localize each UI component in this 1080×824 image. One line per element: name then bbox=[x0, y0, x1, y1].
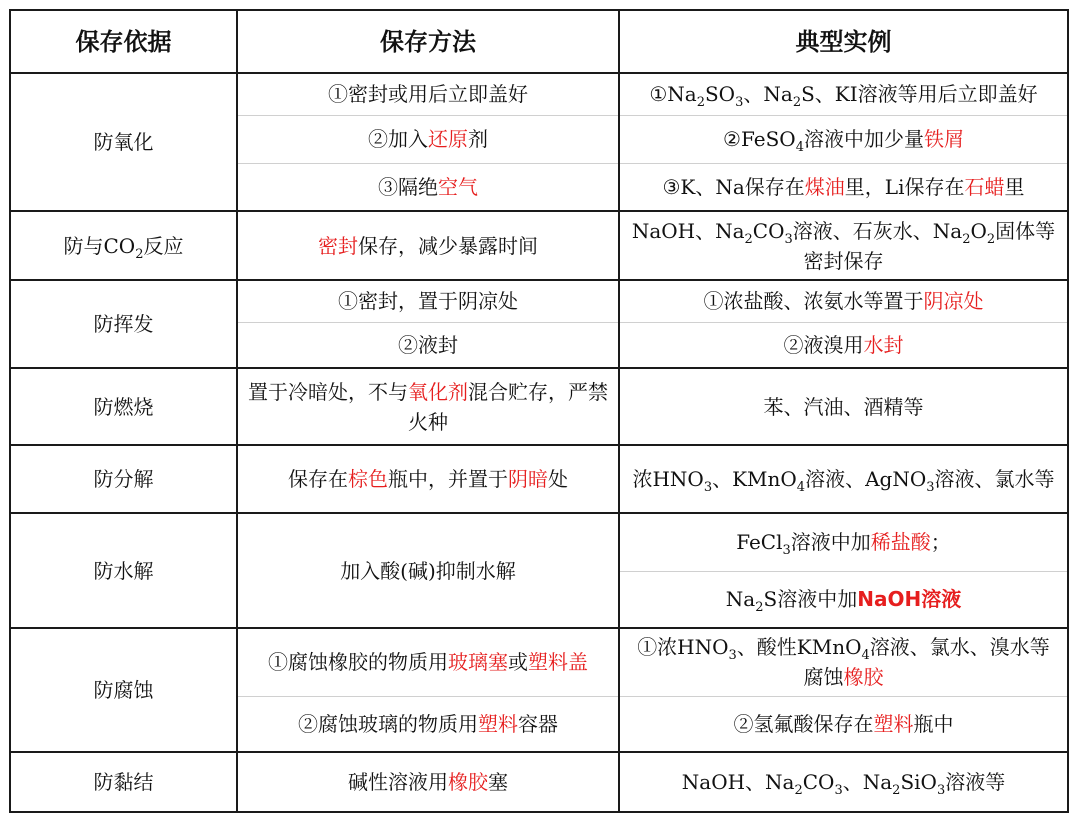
header-row bbox=[10, 10, 1068, 73]
header-example: 典型实例 bbox=[619, 10, 1068, 73]
table-row bbox=[10, 752, 1068, 812]
method-cell: 碱性溶液用橡胶塞 bbox=[237, 752, 619, 812]
method-cell: ②腐蚀玻璃的物质用塑料容器 bbox=[237, 696, 619, 752]
table-row bbox=[10, 280, 1068, 322]
method-cell: 保存在棕色瓶中，并置于阴暗处 bbox=[237, 445, 619, 513]
method-cell: ②加入还原剂 bbox=[237, 115, 619, 163]
table-row bbox=[10, 513, 1068, 571]
basis-cell: 防黏结 bbox=[10, 752, 237, 812]
example-cell: 浓$HNO_3$、KMnO$_4$溶液、AgNO$_3$溶液、氯水等 bbox=[619, 445, 1068, 513]
example-cell: ②FeSO$_4$溶液中加少量铁屑 bbox=[619, 115, 1068, 163]
storage-table-container bbox=[9, 9, 1069, 813]
basis-cell: 防与$CO_2$反应 bbox=[10, 211, 237, 280]
example-cell: 苯、汽油、酒精等 bbox=[619, 368, 1068, 445]
example-cell: NaOH、$Na_2CO_3$、$Na_2SiO_3$溶液等 bbox=[619, 752, 1068, 812]
basis-cell: 防氧化 bbox=[10, 73, 237, 211]
basis-cell: 防水解 bbox=[10, 513, 237, 628]
example-cell: NaOH、$Na_2CO_3$溶液、石灰水、$Na_2O_2$固体等密封保存 bbox=[619, 211, 1068, 280]
example-cell: ②氢氟酸保存在塑料瓶中 bbox=[619, 696, 1068, 752]
basis-cell: 防分解 bbox=[10, 445, 237, 513]
example-cell: FeCl$_3$溶液中加稀盐酸； bbox=[619, 513, 1068, 571]
example-cell: $Na_2S$溶液中加NaOH溶液 bbox=[619, 571, 1068, 628]
example-cell: ①浓$HNO_3$、酸性KMnO$_4$溶液、氯水、溴水等腐蚀橡胶 bbox=[619, 628, 1068, 696]
method-cell: ①腐蚀橡胶的物质用玻璃塞或塑料盖 bbox=[237, 628, 619, 696]
method-cell: 密封保存，减少暴露时间 bbox=[237, 211, 619, 280]
table-row bbox=[10, 368, 1068, 445]
method-cell: ①密封，置于阴凉处 bbox=[237, 280, 619, 322]
example-cell: ①浓盐酸、浓氨水等置于阴凉处 bbox=[619, 280, 1068, 322]
header-method: 保存方法 bbox=[237, 10, 619, 73]
method-cell: 置于冷暗处，不与氧化剂混合贮存，严禁火种 bbox=[237, 368, 619, 445]
table-row bbox=[10, 628, 1068, 696]
table-row bbox=[10, 211, 1068, 280]
example-cell: ③K、Na保存在煤油里，Li保存在石蜡里 bbox=[619, 163, 1068, 211]
basis-cell: 防挥发 bbox=[10, 280, 237, 368]
method-cell: ①密封或用后立即盖好 bbox=[237, 73, 619, 115]
method-cell: ②液封 bbox=[237, 322, 619, 368]
example-cell: ②液溴用水封 bbox=[619, 322, 1068, 368]
basis-cell: 防腐蚀 bbox=[10, 628, 237, 752]
method-cell: ③隔绝空气 bbox=[237, 163, 619, 211]
example-cell: $①Na_2SO_3$、$Na_2S$、KI溶液等用后立即盖好 bbox=[619, 73, 1068, 115]
chemical-storage-table bbox=[9, 9, 1069, 813]
table-row bbox=[10, 73, 1068, 115]
header-basis: 保存依据 bbox=[10, 10, 237, 73]
basis-cell: 防燃烧 bbox=[10, 368, 237, 445]
method-cell: 加入酸(碱)抑制水解 bbox=[237, 513, 619, 628]
table-row bbox=[10, 445, 1068, 513]
